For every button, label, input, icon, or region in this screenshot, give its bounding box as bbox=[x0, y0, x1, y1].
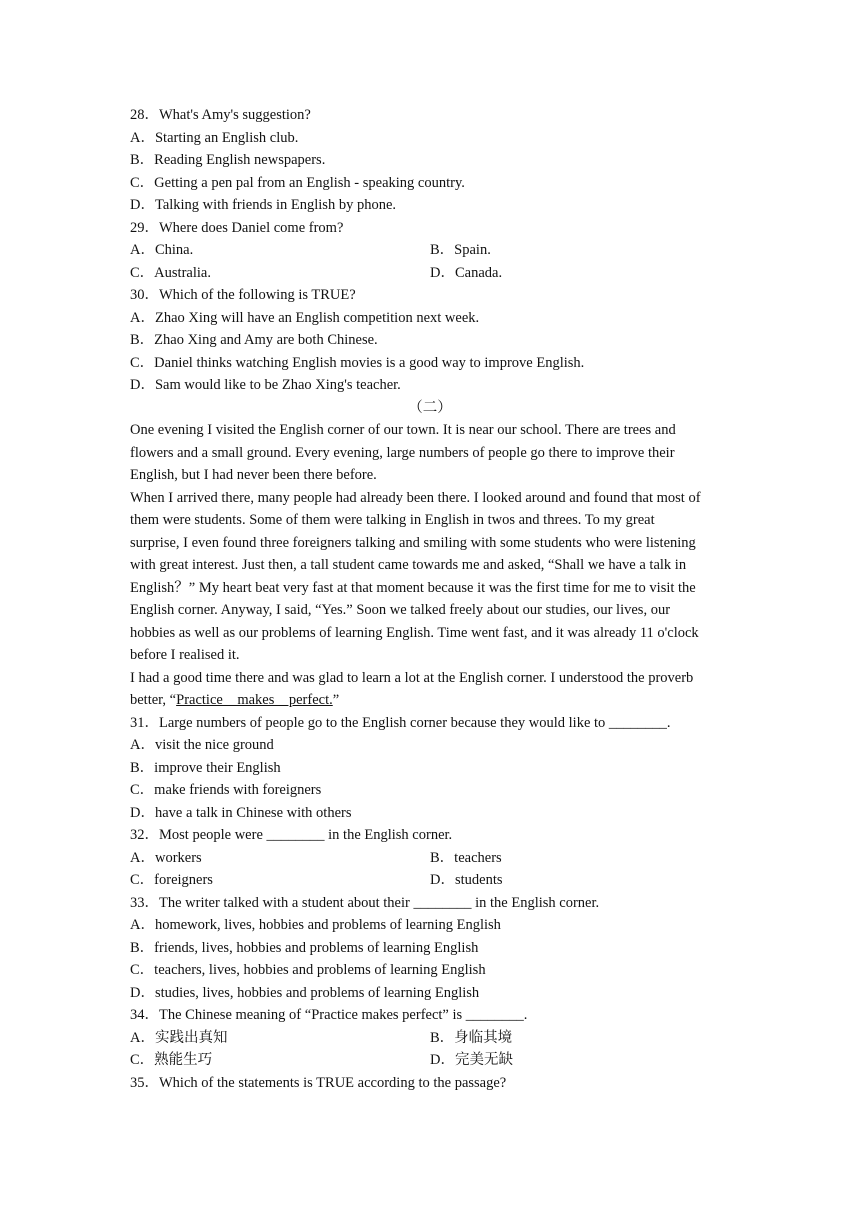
passage-line: I had a good time there and was glad to learn a lot at the English corner. I understood the proverb bbox=[130, 669, 694, 686]
question-28-stem: 28．What's Amy's suggestion? bbox=[130, 107, 311, 123]
question-29-option-b: B．Spain. bbox=[430, 242, 491, 258]
question-31-option-c: C．make friends with foreigners bbox=[130, 782, 322, 798]
question-32-option-d: D．students bbox=[430, 872, 503, 888]
question-32-stem: 32．Most people were ________ in the English corner. bbox=[130, 827, 453, 843]
question-28-option-a: A．Starting an English club. bbox=[130, 129, 299, 146]
passage-line: with great interest. Just then, a tall student came towards me and asked, “Shall we have a talk in bbox=[130, 557, 687, 573]
question-28-option-d: D．Talking with friends in English by phone. bbox=[130, 197, 396, 213]
question-29-stem: 29．Where does Daniel come from? bbox=[130, 219, 344, 236]
question-30-option-d: D．Sam would like to be Zhao Xing's teacher. bbox=[130, 377, 401, 393]
question-29-option-d: D．Canada. bbox=[430, 264, 503, 281]
question-34-option-d: D．完美无缺 bbox=[430, 1052, 513, 1068]
question-28-option-b: B．Reading English newspapers. bbox=[130, 152, 326, 168]
passage-line: hobbies as well as our problems of learning English. Time went fast, and it was already 11 o'clock bbox=[130, 624, 699, 641]
question-34-option-c: C．熟能生巧 bbox=[130, 1052, 213, 1068]
passage-line: surprise, I even found three foreigners talking and smiling with some students who were listening bbox=[130, 534, 696, 551]
question-29-options-row-1 bbox=[130, 239, 730, 262]
passage-text: better, “ bbox=[130, 692, 177, 708]
passage-line: When I arrived there, many people had already been there. I looked around and found that most of bbox=[130, 489, 701, 506]
question-32-options-row-1 bbox=[130, 847, 730, 870]
question-31-option-d: D．have a talk in Chinese with others bbox=[130, 804, 352, 821]
proverb-underlined: Practice makes perfect. bbox=[176, 692, 333, 708]
question-34-options-row-1 bbox=[130, 1027, 730, 1050]
passage-line: before I realised it. bbox=[130, 647, 240, 663]
passage-text: ” bbox=[332, 692, 340, 708]
passage-line: English corner. Anyway, I said, “Yes.” Soon we talked freely about our studies, our lives, our bbox=[130, 602, 671, 618]
document-content bbox=[130, 104, 730, 1094]
question-33-stem: 33．The writer talked with a student about their ________ in the English corner. bbox=[130, 894, 600, 911]
question-30-option-c: C．Daniel thinks watching English movies is a good way to improve English. bbox=[130, 354, 585, 371]
question-30-option-a: A．Zhao Xing will have an English competition next week. bbox=[130, 309, 480, 326]
question-32-options-row-2 bbox=[130, 869, 730, 892]
passage-line: One evening I visited the English corner of our town. It is near our school. There are trees and bbox=[130, 422, 676, 438]
question-34-option-b: B．身临其境 bbox=[430, 1029, 513, 1046]
question-34-option-a: A．实践出真知 bbox=[130, 1029, 228, 1046]
question-31-option-a: A．visit the nice ground bbox=[130, 737, 274, 753]
question-33-option-b: B．friends, lives, hobbies and problems of learning English bbox=[130, 939, 479, 956]
question-29-option-a: A．China. bbox=[130, 242, 194, 258]
question-31-stem: 31．Large numbers of people go to the English corner because they would like to ________. bbox=[130, 714, 671, 731]
question-34-stem: 34．The Chinese meaning of “Practice makes perfect” is ________. bbox=[130, 1007, 528, 1023]
question-30-stem: 30．Which of the following is TRUE? bbox=[130, 287, 356, 303]
question-34-options-row-2 bbox=[130, 1049, 730, 1072]
question-29-options-row-2 bbox=[130, 262, 730, 285]
question-33-option-d: D．studies, lives, hobbies and problems of learning English bbox=[130, 984, 480, 1001]
question-29-option-c: C．Australia. bbox=[130, 264, 211, 281]
passage-paragraph-1 bbox=[130, 419, 730, 487]
question-33-option-c: C．teachers, lives, hobbies and problems of learning English bbox=[130, 962, 486, 978]
section-2-heading: （二） bbox=[408, 399, 452, 416]
passage-line: flowers and a small ground. Every evening, large numbers of people go there to improve their bbox=[130, 444, 675, 461]
question-30-option-b: B．Zhao Xing and Amy are both Chinese. bbox=[130, 332, 378, 348]
question-28-option-c: C．Getting a pen pal from an English - speaking country. bbox=[130, 174, 465, 191]
passage-line: English？” My heart beat very fast at that moment because it was the first time for me to visit the bbox=[130, 579, 696, 596]
passage-line bbox=[130, 689, 730, 712]
passage-line: English, but I had never been there before. bbox=[130, 467, 377, 483]
passage-paragraph-2 bbox=[130, 487, 730, 667]
question-32-option-a: A．workers bbox=[130, 849, 202, 866]
question-32-option-b: B．teachers bbox=[430, 849, 502, 866]
passage-line: them were students. Some of them were talking in English in twos and threes. To my great bbox=[130, 512, 655, 528]
passage-paragraph-3 bbox=[130, 667, 730, 712]
question-31-option-b: B．improve their English bbox=[130, 759, 281, 776]
question-35-stem: 35．Which of the statements is TRUE according to the passage? bbox=[130, 1074, 507, 1091]
question-32-option-c: C．foreigners bbox=[130, 872, 213, 888]
question-33-option-a: A．homework, lives, hobbies and problems of learning English bbox=[130, 917, 501, 933]
